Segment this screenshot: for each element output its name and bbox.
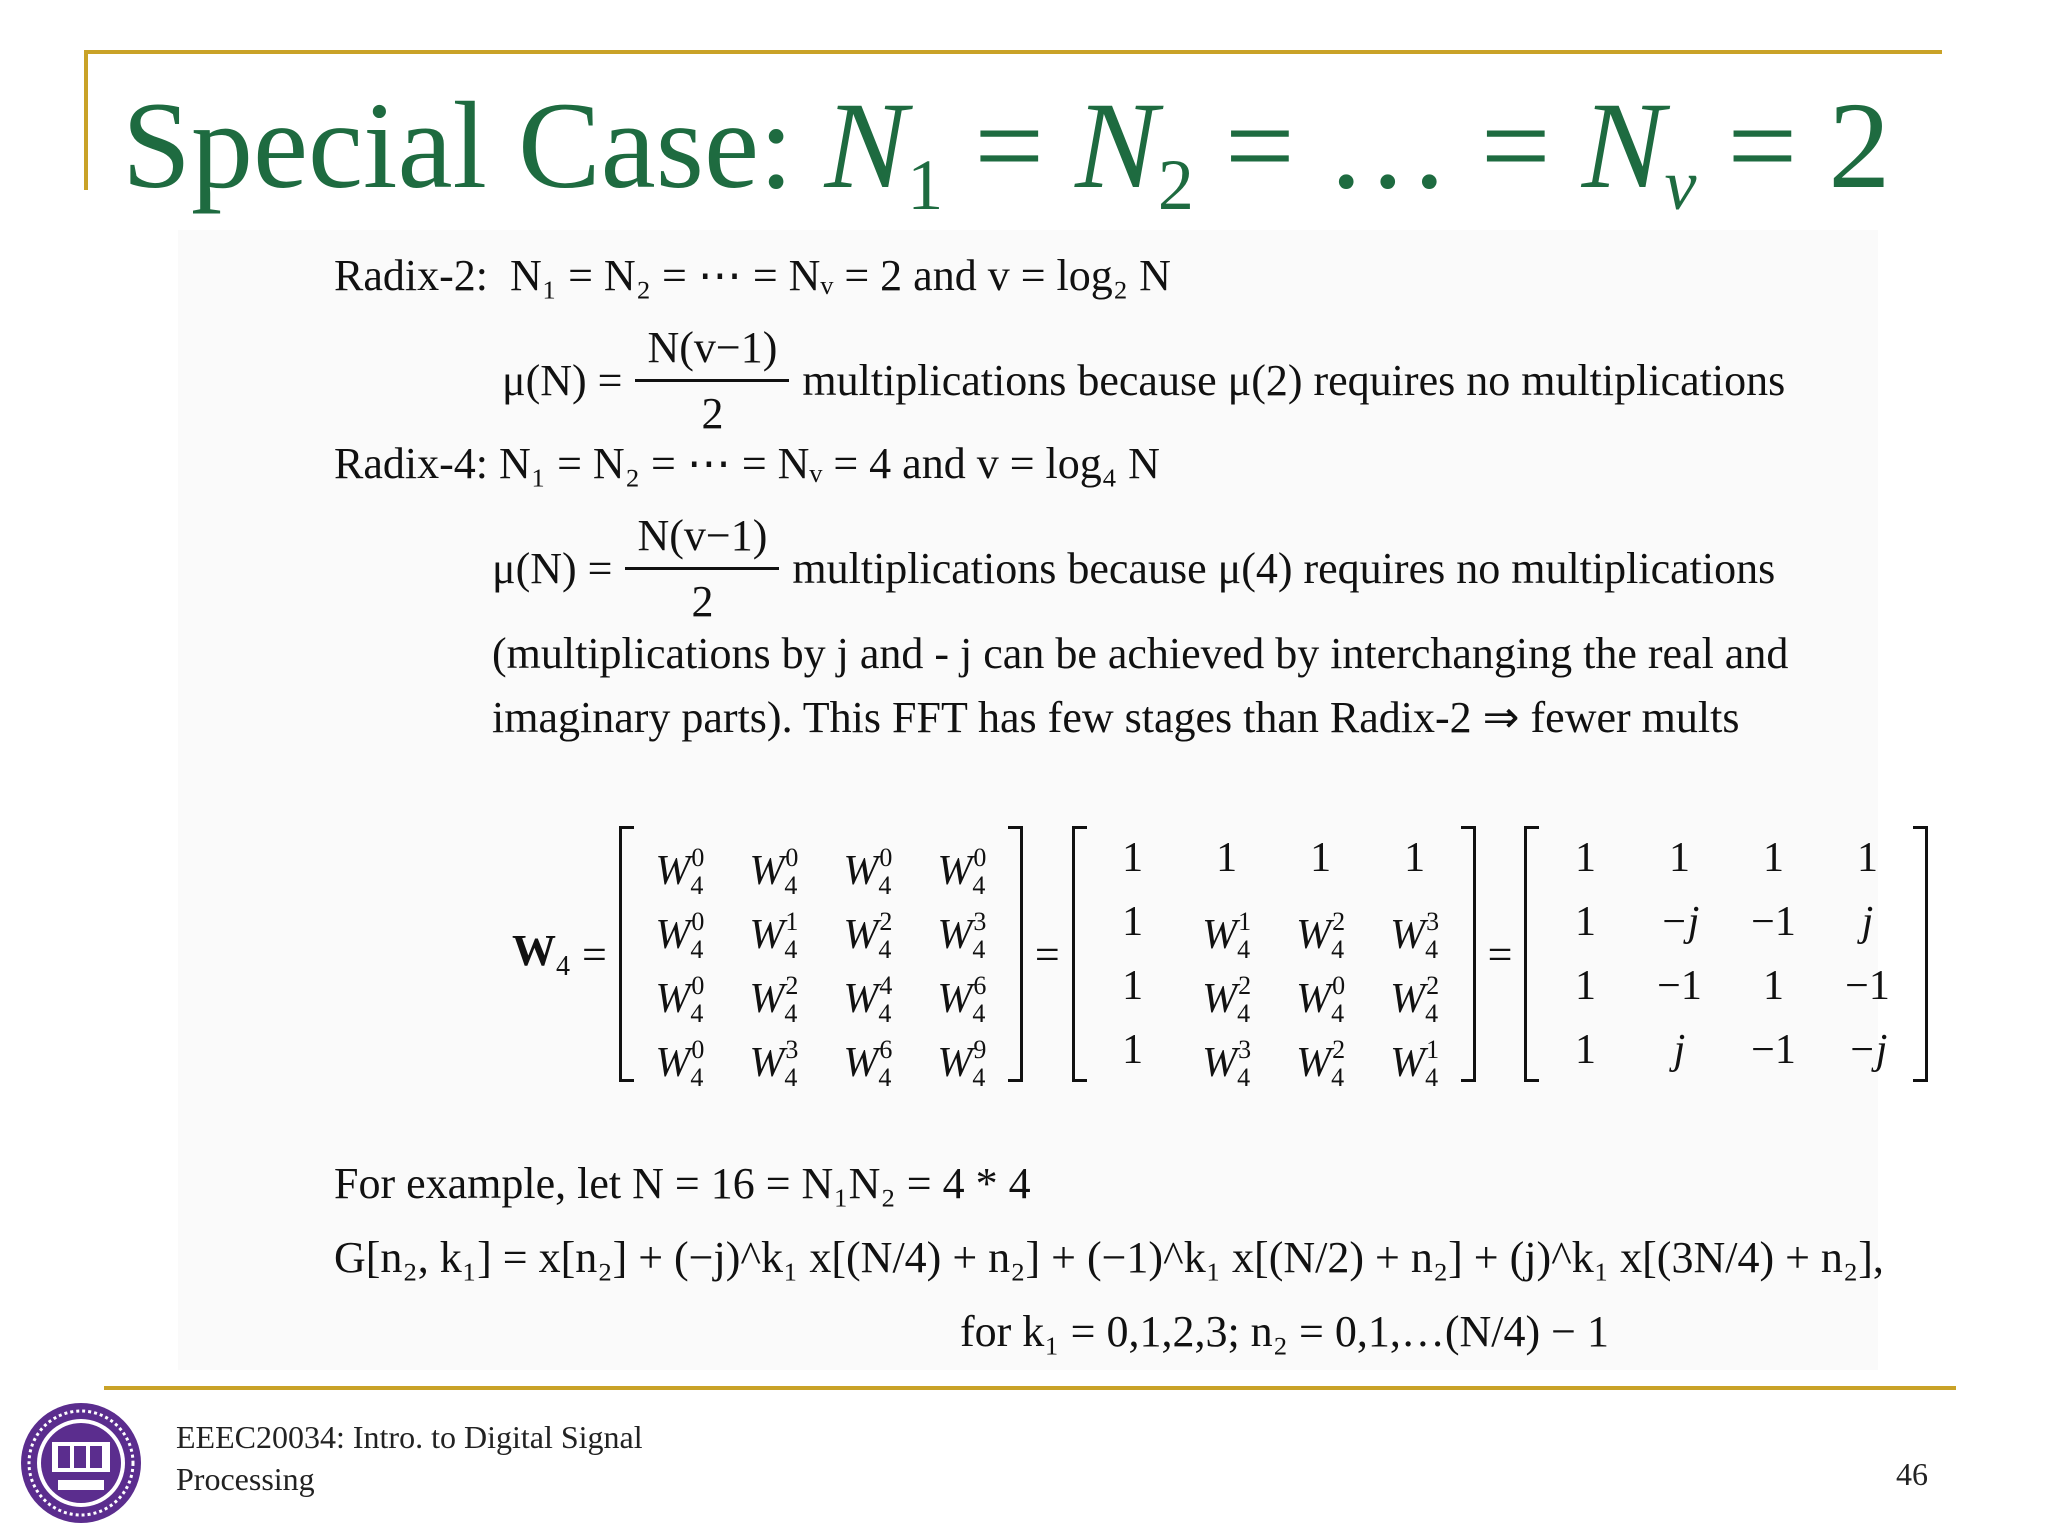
matrix-cell: −1: [1751, 1027, 1796, 1073]
matrix-cell: $W_4^3$: [937, 907, 987, 964]
matrix-cell: 1: [1310, 835, 1332, 881]
matrix-cell: 1: [1216, 835, 1238, 881]
radix4-note-line1: (multiplications by j and - j can be achieved by interchanging the real and: [492, 629, 1789, 678]
matrix-cell: $W_4^0$: [1296, 971, 1346, 1028]
radix4-condition: Radix-4: N₁ = N₂ = ⋯ = Nᵥ = 4 and v = log₄ N: [334, 439, 1160, 488]
matrix-cell: $W_4^1$: [1390, 1035, 1440, 1092]
slide-title: Special Case: $N_1 = N_2$ = … = $N_v = 2$: [122, 77, 1891, 225]
radix2-condition: Radix-2: N₁ = N₂ = ⋯ = Nᵥ = 2 and v = log₂ N: [334, 251, 1171, 300]
bottom-rule: [104, 1386, 1956, 1390]
university-seal-logo: [18, 1400, 144, 1526]
matrix-cell: $W_4^2$: [1296, 1035, 1346, 1092]
matrix-cell: 1: [1122, 1027, 1144, 1073]
matrix-cell: −j: [1847, 1027, 1888, 1073]
matrix-cell: 1: [1574, 1027, 1596, 1073]
matrix-cell: 1: [1574, 835, 1596, 881]
example-line3: for k₁ = 0,1,2,3; n₂ = 0,1,…(N/4) − 1: [960, 1307, 1609, 1356]
matrix-cell: $W_4^6$: [843, 1035, 893, 1092]
matrix-cell: 1: [1856, 835, 1878, 881]
matrix-cell: 1: [1122, 899, 1144, 945]
matrix-cell: −1: [1845, 963, 1890, 1009]
matrix-cell: $W_4^3$: [749, 1035, 799, 1092]
matrix-cell: 1: [1668, 835, 1690, 881]
radix2-fraction: $\frac{N(v-1)}{2}$: [641, 322, 783, 439]
matrix-cell: $W_4^6$: [937, 971, 987, 1028]
matrix-cell: $W_4^4$: [843, 971, 893, 1028]
matrix-cell: $W_4^0$: [655, 1035, 705, 1092]
matrix-cell: $W_4^2$: [1296, 907, 1346, 964]
matrix-cell: 1: [1404, 835, 1426, 881]
matrix-cell: −1: [1657, 963, 1702, 1009]
matrix-cell: −1: [1751, 899, 1796, 945]
twiddle-power-matrix: [619, 826, 1023, 1092]
w4-matrix-equation: $W_4$ = $W_4^0$ $W_4^0$ $W_4^0$ $W_4^0$ $W_4^0$ $W_4^1$ $W_4^2$ $W_4^3$ $W_4^0$ $W_4^2$ $W_4^4$ $W_4^6$ $W_4^0$ $W_4^3$ $W_4^6$ $W_4^9$ = 1 1 1 1 1 $W_4^1$ $W_4^2$ $W_4^3$ 1 $W_4^2$ $W_4^0$ $W_4^2$ 1 $W_4^3$ $W_4^2$ $W_4^1$ = 1 1 1 1 1 −j −1 j 1 −1 1 −1 1 j −1 −j: [512, 826, 1928, 1082]
numeric-matrix: [1524, 826, 1928, 1082]
matrix-cell: $W_4^3$: [1390, 907, 1440, 964]
matrix-cell: $W_4^0$: [655, 971, 705, 1028]
matrix-cell: $W_4^2$: [1202, 971, 1252, 1028]
matrix-cell: j: [1673, 1027, 1686, 1073]
matrix-cell: $W_4^0$: [655, 907, 705, 964]
matrix-cell: $W_4^1$: [1202, 907, 1252, 964]
w4-symbol: $W_4$: [512, 926, 570, 982]
matrix-cell: $W_4^2$: [1390, 971, 1440, 1028]
course-name: EEEC20034: Intro. to Digital Signal Processing: [176, 1419, 643, 1497]
matrix-cell: $W_4^0$: [655, 843, 705, 900]
page-number: 46: [1896, 1456, 1928, 1492]
matrix-cell: $W_4^9$: [937, 1035, 987, 1092]
matrix-cell: 1: [1574, 963, 1596, 1009]
matrix-cell: $W_4^1$: [749, 907, 799, 964]
matrix-cell: $W_4^3$: [1202, 1035, 1252, 1092]
matrix-cell: 1: [1122, 963, 1144, 1009]
radix4-mu-formula: μ(N) = $\frac{N(v-1)}{2}$ multiplications because μ(4) requires no multiplications: [492, 511, 1776, 626]
matrix-cell: $W_4^2$: [749, 971, 799, 1028]
radix4-fraction: $\frac{N(v-1)}{2}$: [631, 510, 773, 627]
matrix-cell: 1: [1762, 835, 1784, 881]
top-rule: [84, 50, 1942, 54]
matrix-cell: $W_4^2$: [843, 907, 893, 964]
matrix-cell: −j: [1659, 899, 1700, 945]
reduced-twiddle-matrix: [1072, 826, 1476, 1092]
matrix-cell: $W_4^0$: [937, 843, 987, 900]
example-line1: For example, let N = 16 = N₁N₂ = 4 * 4: [334, 1159, 1031, 1208]
matrix-cell: $W_4^0$: [843, 843, 893, 900]
matrix-cell: 1: [1122, 835, 1144, 881]
radix2-mu-formula: μ(N) = $\frac{N(v-1)}{2}$ multiplications because μ(2) requires no multiplications: [502, 323, 1786, 438]
left-rule: [84, 50, 88, 190]
matrix-cell: 1: [1574, 899, 1596, 945]
radix4-note-line2: imaginary parts). This FFT has few stages than Radix-2 ⇒ fewer mults: [492, 693, 1740, 742]
matrix-cell: j: [1861, 899, 1874, 945]
matrix-cell: 1: [1762, 963, 1784, 1009]
matrix-cell: $W_4^0$: [749, 843, 799, 900]
example-line2: G[n₂, k₁] = x[n₂] + (−j)^k₁ x[(N/4) + n₂] + (−1)^k₁ x[(N/2) + n₂] + (j)^k₁ x[(3N/4) + n₂],: [334, 1233, 1884, 1282]
